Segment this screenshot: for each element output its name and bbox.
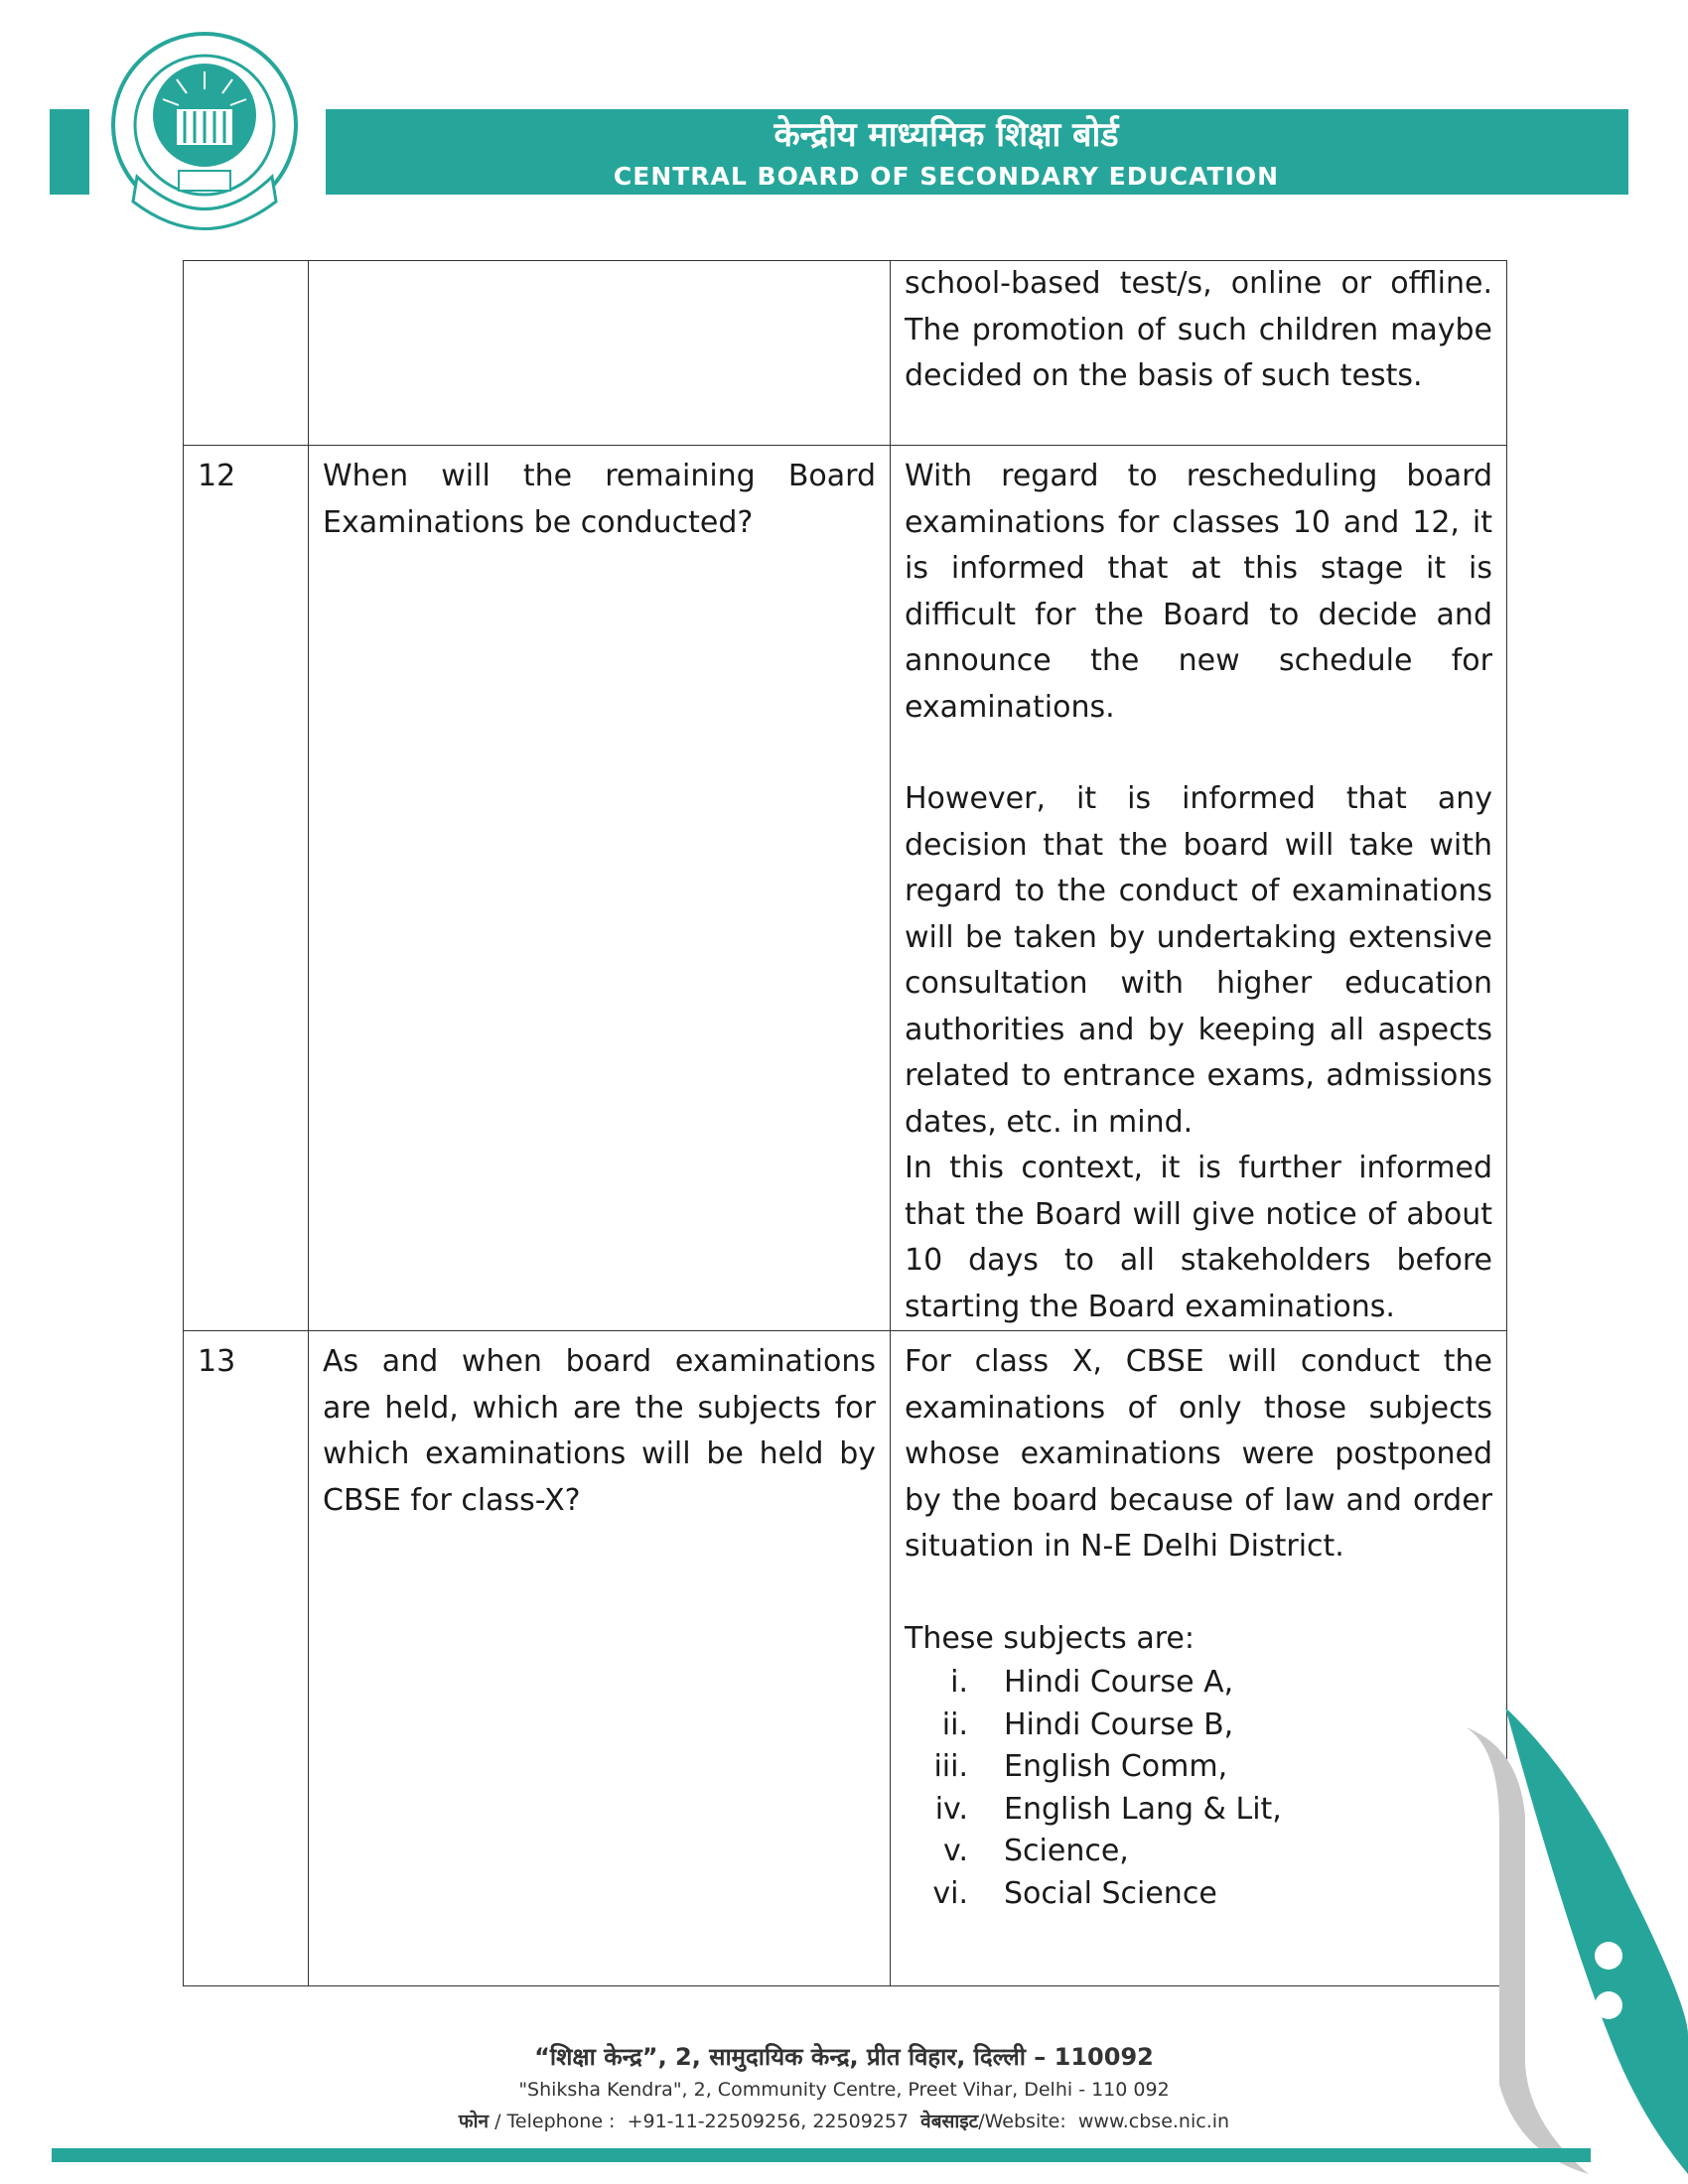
website-label: /Website: xyxy=(978,2111,1066,2132)
list-numeral: ii. xyxy=(941,1706,968,1742)
table-row xyxy=(184,261,1507,446)
question-cell xyxy=(309,261,891,446)
list-item xyxy=(905,1831,1492,1873)
list-numeral: iv. xyxy=(934,1791,968,1827)
subject-name: Hindi Course A, xyxy=(1004,1665,1234,1700)
subject-name: Social Science xyxy=(1004,1875,1217,1911)
list-numeral: v. xyxy=(943,1834,968,1868)
list-item xyxy=(905,1789,1492,1832)
subject-name: Science, xyxy=(1004,1834,1129,1868)
question-cell xyxy=(309,1331,891,1986)
table-row xyxy=(184,1331,1507,1986)
row-number-cell xyxy=(184,261,309,446)
footer-hindi-address: “शिक्षा केन्द्र”, 2, सामुदायिक केन्द्र, प्रीत विहार, दिल्ली – 110092 xyxy=(534,2043,1154,2071)
subjects-list xyxy=(905,1662,1492,1915)
header-english-title: CENTRAL BOARD OF SECONDARY EDUCATION xyxy=(613,162,1280,191)
header-hindi-title: केन्द्रीय माध्यमिक शिक्षा बोर्ड xyxy=(774,115,1119,155)
answer-paragraph: However, it is informed that any decision that the board will take with regard to the conduct of examinations will be taken by undertaking extensive consultation with higher education authorities and by keeping all aspects related to entrance exams, admissions dates, etc. in mind. xyxy=(905,781,1492,1140)
website-label-hindi: वेबसाइट xyxy=(920,2111,979,2132)
answer-cell xyxy=(891,1331,1507,1986)
subject-name: English Lang & Lit, xyxy=(1004,1791,1282,1827)
footer-accent-bar xyxy=(52,2148,1591,2162)
row-number-cell xyxy=(184,446,309,1331)
answer-paragraph: school-based test/s, online or offline. The promotion of such children maybe decided on the basis of such tests. xyxy=(905,266,1492,393)
answer-cell xyxy=(891,261,1507,446)
footer-contact-line xyxy=(0,2108,1688,2133)
table-row xyxy=(184,446,1507,1331)
question-cell xyxy=(309,446,891,1331)
row-number: 12 xyxy=(198,459,236,493)
answer-paragraph: With regard to rescheduling board examinations for classes 10 and 12, it is informed that at this stage it is difficult for the Board to decide and announce the new schedule for examinations. xyxy=(905,459,1492,725)
subject-name: Hindi Course B, xyxy=(1004,1706,1234,1742)
list-item xyxy=(905,1705,1492,1747)
phone-label: / Telephone : xyxy=(489,2111,616,2132)
question-text: As and when board examinations are held, which are the subjects for which examinations will be held by CBSE for class-X? xyxy=(323,1344,876,1518)
subject-name: English Comm, xyxy=(1004,1749,1228,1784)
row-number: 13 xyxy=(198,1344,236,1379)
list-numeral: vi. xyxy=(932,1875,968,1911)
list-item xyxy=(905,1662,1492,1705)
phone-label-hindi: फोन xyxy=(458,2111,490,2132)
cbse-emblem-icon xyxy=(107,28,302,236)
list-item xyxy=(905,1873,1492,1916)
footer-english-address: "Shiksha Kendra", 2, Community Centre, Preet Vihar, Delhi - 110 092 xyxy=(518,2079,1170,2101)
faq-table xyxy=(183,260,1506,1986)
phone-numbers: +91-11-22509256, 22509257 xyxy=(627,2111,910,2132)
answer-paragraph: In this context, it is further informed that the Board will give notice of about 10 days to all stakeholders before starting the Board examinations. xyxy=(905,1151,1492,1324)
list-item xyxy=(905,1746,1492,1789)
answer-paragraph: For class X, CBSE will conduct the examinations of only those subjects whose examinations were postponed by the board because of law and order situation in N-E Delhi District. xyxy=(905,1344,1492,1564)
answer-cell xyxy=(891,446,1507,1331)
list-numeral: i. xyxy=(950,1665,968,1700)
list-numeral: iii. xyxy=(933,1749,968,1784)
answer-paragraph: These subjects are: xyxy=(905,1620,1195,1656)
question-text: When will the remaining Board Examinations be conducted? xyxy=(323,459,876,540)
row-number-cell xyxy=(184,1331,309,1986)
header-accent-bar-left xyxy=(50,109,89,195)
website-link[interactable]: www.cbse.nic.in xyxy=(1077,2111,1230,2132)
